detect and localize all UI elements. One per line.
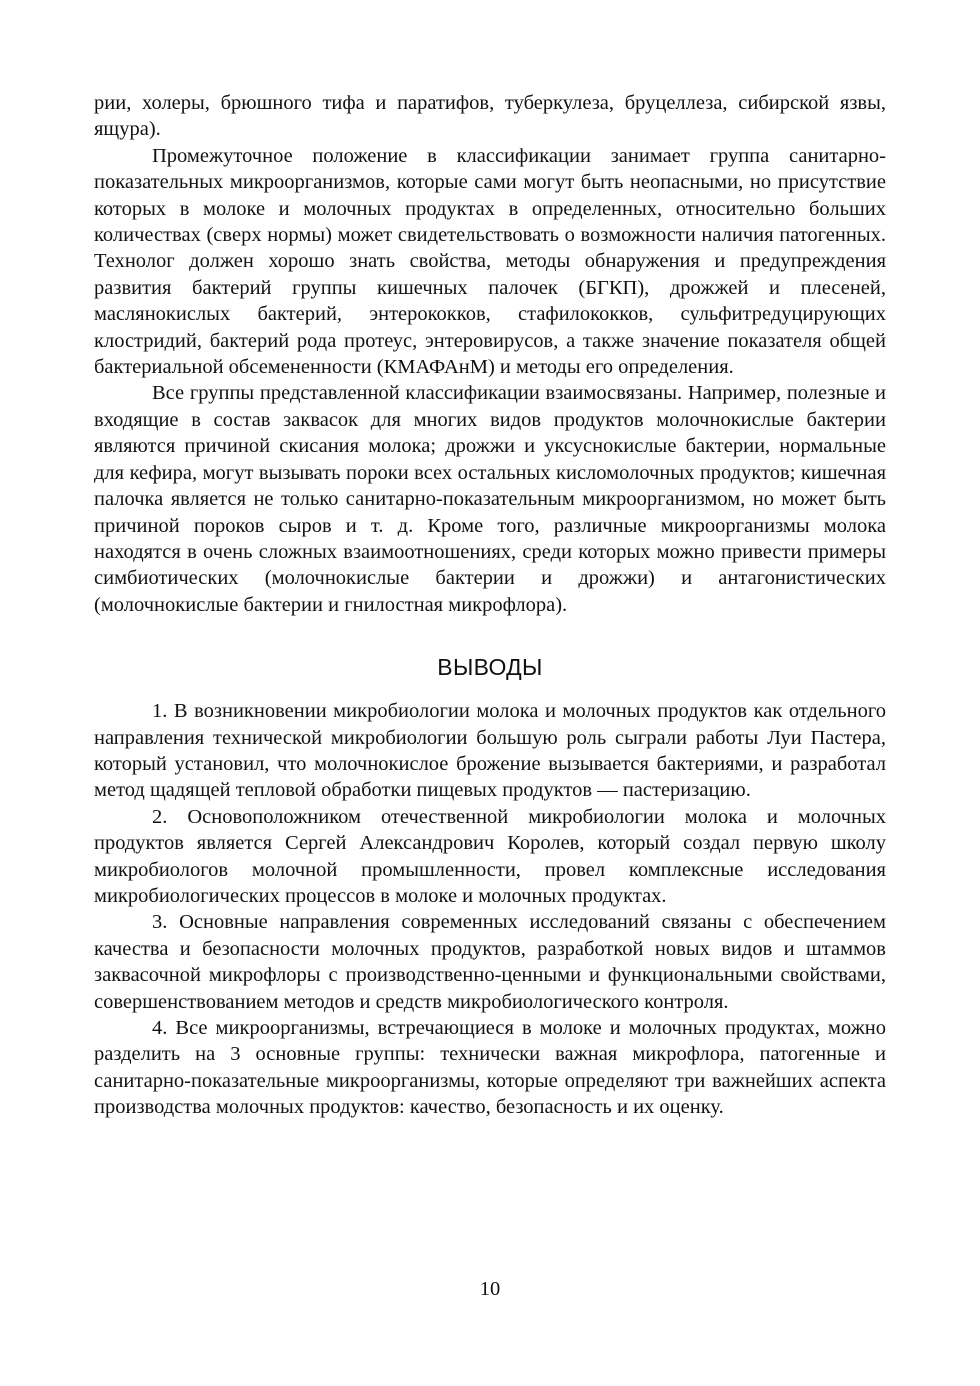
conclusion-item-1: 1. В возникновении микробиологии молока и молочных продуктов как отдельного направления технической микробиологии большую роль сыграли работы Луи Пастера, который установил, что молочнокислое брожение вызывается бактериями, и разработал метод щадящей тепловой обработки пищевых продуктов — пастеризацию. [94,700,886,802]
page-number: 10 [479,1278,501,1300]
conclusion-item-4: 4. Все микроорганизмы, встречающиеся в молоке и молочных продуктах, можно разделить на 3 основные группы: технически важная микрофлора, патогенные и санитарно-показательные микроорганизмы, которые определяют три важнейших аспекта производства молочных продуктов: качество, безопасность и их оценку. [94,1017,886,1119]
paragraph-continuation: рии, холеры, брюшного тифа и паратифов, туберкулеза, бруцеллеза, сибирской язвы, ящура). [94,92,886,141]
conclusion-item-2: 2. Основоположником отечественной микробиологии молока и молочных продуктов является Сергей Александрович Королев, который создал первую школу микробиологов молочной промышленности, провел комплексные исследования микробиологических процессов в молоке и молочных продуктах. [94,805,886,907]
section-heading-conclusions: ВЫВОДЫ [437,654,543,681]
paragraph-interrelations: Все группы представленной классификации взаимосвязаны. Например, полезные и входящие в состав заквасок для многих видов продуктов молочнокислые бактерии являются причиной скисания молока; дрожжи и уксуснокислые бактерии, нормальные для кефира, могут вызывать пороки всех остальных кисломолочных продуктов; кишечная палочка является не только санитарно-показательным микроорганизмом, но может быть причиной пороков сыров и т. д. Кроме того, различные микроорганизмы молока находятся в очень сложных взаимоотношениях, среди которых можно привести примеры симбиотических (молочнокислые бактерии и дрожжи) и антагонистических (молочнокислые бактерии и гнилостная микрофлора). [94,382,886,616]
paragraph-sanitary-indicators: Промежуточное положение в классификации занимает группа санитарно-показательных микроорганизмов, которые сами могут быть неопасными, но присутствие которых в молоке и молочных продуктах в определенных, относительно больших количествах (сверх нормы) может свидетельствовать о возможности наличия патогенных. Технолог должен хорошо знать свойства, методы обнаружения и предупреждения развития бактерий группы кишечных палочек (БГКП), дрожжей и плесеней, маслянокислых бактерий, энтерококков, стафилококков, сульфитредуцирующих клостридий, бактерий рода протеус, энтеровирусов, а также значение показателя общей бактериальной обсемененности (КМАФАнМ) и методы его определения. [94,144,886,379]
page-body [94,90,886,1121]
conclusion-item-3: 3. Основные направления современных исследований связаны с обеспечением качества и безопасности молочных продуктов, разработкой новых видов и штаммов заквасочной микрофлоры с производственно-ценными и функциональными свойствами, совершенствованием методов и средств микробиологического контроля. [94,911,886,1013]
